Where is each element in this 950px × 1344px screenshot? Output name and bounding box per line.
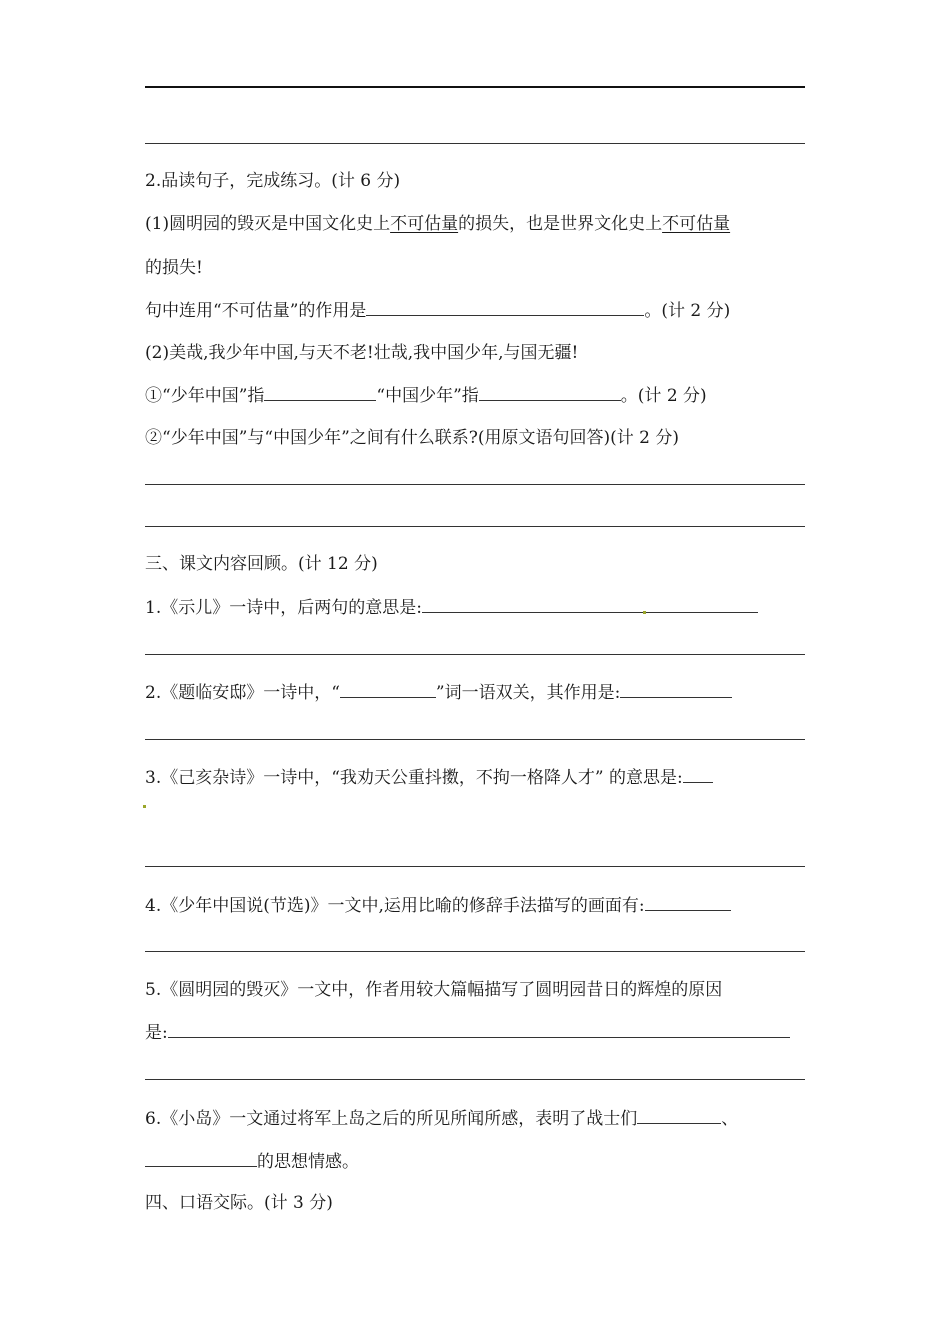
section-3-title: 三、课文内容回顾。(计 12 分) xyxy=(145,554,378,574)
question-text: 3.《己亥杂诗》一诗中，“我劝天公重抖擞，不拘一格降人才” 的意思是: xyxy=(145,768,683,788)
answer-line[interactable] xyxy=(145,951,805,952)
section-3-question-6 xyxy=(145,1107,738,1130)
question-text: 4.《少年中国说(节选)》一文中,运用比喻的修辞手法描写的画面有: xyxy=(145,896,645,916)
section-3-question-1 xyxy=(145,596,758,619)
section-3-question-5: 5.《圆明园的毁灭》一文中，作者用较大篇幅描写了圆明园昔日的辉煌的原因 xyxy=(145,980,723,1000)
section-3-question-4 xyxy=(145,894,731,917)
score-note: 。(计 2 分) xyxy=(620,386,707,406)
sentence-2-question-2: ②“少年中国”与“中国少年”之间有什么联系?(用原文语句回答)(计 2 分) xyxy=(145,428,680,448)
sentence-1-part-a: (1)圆明园的毁灭是中国文化史上 xyxy=(145,214,391,234)
sentence-1-end: 的损失! xyxy=(145,258,203,278)
question-2-title: 2.品读句子，完成练习。(计 6 分) xyxy=(145,171,401,191)
answer-line[interactable] xyxy=(145,866,805,867)
section-3-question-6-cont xyxy=(145,1150,359,1173)
answer-line[interactable] xyxy=(145,654,805,655)
score-note: 。(计 2 分) xyxy=(644,301,731,321)
answer-blank[interactable] xyxy=(366,299,644,316)
answer-line[interactable] xyxy=(145,739,805,740)
answer-blank[interactable] xyxy=(168,1021,790,1038)
answer-blank[interactable] xyxy=(145,1150,257,1167)
sentence-2-question-1-text-a: ①“少年中国”指 xyxy=(145,386,265,406)
section-3-question-3 xyxy=(145,766,713,789)
sentence-2: (2)美哉,我少年中国,与天不老!壮哉,我中国少年,与国无疆! xyxy=(145,343,579,363)
answer-line[interactable] xyxy=(145,1079,805,1080)
answer-blank[interactable] xyxy=(340,681,436,698)
sentence-2-question-1 xyxy=(145,384,707,407)
sentence-2-question-1-text-b: “中国少年”指 xyxy=(376,386,479,406)
answer-blank[interactable] xyxy=(422,596,758,613)
separator: 、 xyxy=(721,1109,739,1129)
answer-line xyxy=(145,143,805,144)
answer-blank[interactable] xyxy=(479,384,621,401)
sentence-1-question-text: 句中连用“不可估量”的作用是 xyxy=(145,301,367,321)
question-text: 是: xyxy=(145,1023,168,1043)
answer-blank[interactable] xyxy=(637,1107,721,1124)
question-text: 6.《小岛》一文通过将军上岛之后的所见所闻所感，表明了战士们 xyxy=(145,1109,638,1129)
sentence-1-part-b: 的损失，也是世界文化史上 xyxy=(458,214,663,234)
stray-mark xyxy=(143,805,146,808)
question-text: 1.《示儿》一诗中，后两句的意思是: xyxy=(145,598,422,618)
underlined-phrase: 不可估量 xyxy=(662,214,731,234)
sentence-1 xyxy=(145,213,730,235)
question-text: 的思想情感。 xyxy=(257,1152,359,1172)
question-text-a: 2.《题临安邸》一诗中，“ xyxy=(145,683,340,703)
underlined-phrase: 不可估量 xyxy=(390,214,459,234)
answer-line[interactable] xyxy=(145,484,805,485)
answer-blank[interactable] xyxy=(620,681,732,698)
answer-line[interactable] xyxy=(145,526,805,527)
section-3-question-5-cont xyxy=(145,1021,790,1044)
question-text-b: ”词一语双关，其作用是: xyxy=(435,683,621,703)
answer-blank[interactable] xyxy=(683,766,713,783)
answer-blank[interactable] xyxy=(645,894,731,911)
sentence-1-question xyxy=(145,299,730,322)
top-rule xyxy=(145,86,805,88)
answer-blank[interactable] xyxy=(264,384,376,401)
stray-mark xyxy=(643,611,646,614)
section-3-question-2 xyxy=(145,681,732,704)
section-4-title: 四、口语交际。(计 3 分) xyxy=(145,1193,333,1213)
